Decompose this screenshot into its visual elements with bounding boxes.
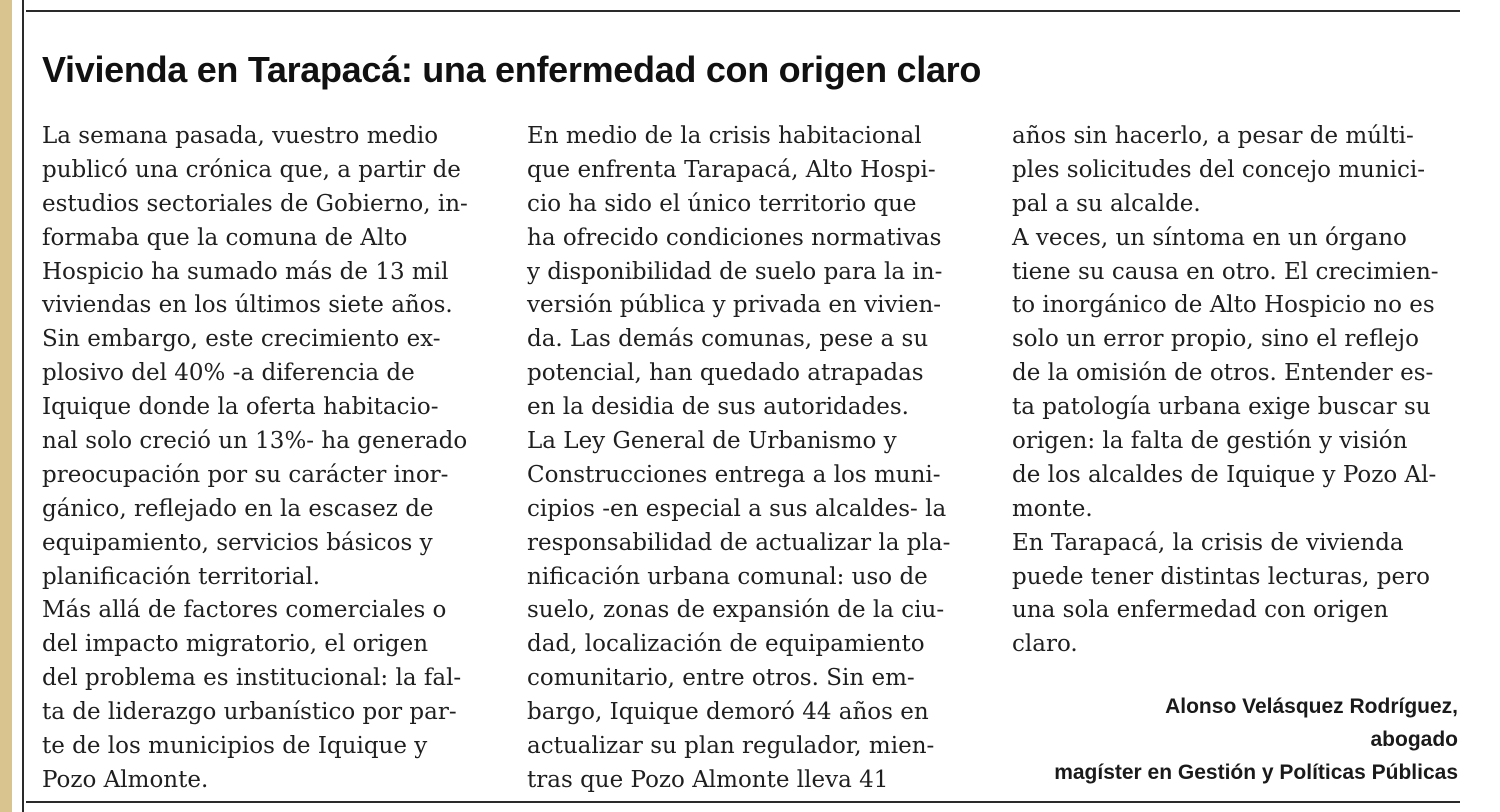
text-line: en la desidia de sus autoridades. bbox=[527, 394, 909, 421]
author-role: abogado bbox=[1370, 728, 1458, 751]
text-line: bargo, Iquique demoró 44 años en bbox=[527, 699, 929, 726]
text-line: ta patología urbana exige buscar su bbox=[1012, 394, 1431, 421]
text-line: de los alcaldes de Iquique y Pozo Al- bbox=[1012, 461, 1437, 488]
text-line: cio ha sido el único territorio que bbox=[527, 190, 917, 217]
text-line: Construcciones entrega a los muni- bbox=[527, 461, 941, 488]
text-line: Iquique donde la oferta habitacio- bbox=[42, 394, 439, 421]
text-line: años sin hacerlo, a pesar de múlti- bbox=[1012, 123, 1414, 149]
text-line: A veces, un síntoma en un órgano bbox=[1012, 224, 1407, 251]
left-border-rule bbox=[22, 0, 24, 812]
text-line: Hospicio ha sumado más de 13 mil bbox=[42, 258, 449, 285]
text-line: nal solo creció un 13%- ha generado bbox=[42, 428, 468, 455]
text-line: tiene su causa en otro. El crecimien- bbox=[1012, 258, 1439, 285]
text-line: ples solicitudes del concejo munici- bbox=[1012, 156, 1426, 183]
author-name: Alonso Velásquez Rodríguez, bbox=[1165, 695, 1458, 718]
text-line: suelo, zonas de expansión de la ciu- bbox=[527, 597, 945, 624]
text-line: y disponibilidad de suelo para la in- bbox=[527, 258, 943, 285]
text-line: nificación urbana comunal: uso de bbox=[527, 563, 928, 590]
text-line: potencial, han quedado atrapadas bbox=[527, 360, 924, 387]
text-line: del impacto migratorio, el origen bbox=[42, 631, 429, 658]
author-degree: magíster en Gestión y Políticas Públicas bbox=[1054, 761, 1458, 784]
text-line: cipios -en especial a sus alcaldes- la bbox=[527, 495, 947, 522]
text-line: La semana pasada, vuestro medio bbox=[42, 123, 439, 149]
text-line: actualizar su plan regulador, mien- bbox=[527, 733, 935, 760]
text-line: Pozo Almonte. bbox=[42, 766, 209, 793]
text-line: claro. bbox=[1012, 631, 1078, 658]
text-line: viviendas en los últimos siete años. bbox=[42, 292, 453, 319]
text-line: comunitario, entre otros. Sin em- bbox=[527, 665, 915, 692]
article-headline: Vivienda en Tarapacá: una enfermedad con origen claro bbox=[42, 49, 982, 90]
author-signature bbox=[1054, 690, 1458, 789]
article-column-1 bbox=[42, 120, 482, 798]
text-line: de la omisión de otros. Entender es- bbox=[1012, 360, 1434, 387]
text-line: tras que Pozo Almonte lleva 41 bbox=[527, 766, 889, 793]
text-line: responsabilidad de actualizar la pla- bbox=[527, 529, 951, 556]
article-column-3 bbox=[1012, 120, 1442, 662]
text-line: publicó una crónica que, a partir de bbox=[42, 156, 461, 183]
text-line: solo un error propio, sino el reflejo bbox=[1012, 326, 1419, 353]
text-line: gánico, reflejado en la escasez de bbox=[42, 495, 434, 522]
text-line: plosivo del 40% -a diferencia de bbox=[42, 360, 415, 387]
text-line: En Tarapacá, la crisis de vivienda bbox=[1012, 529, 1404, 556]
text-line: pal a su alcalde. bbox=[1012, 190, 1201, 217]
text-line: monte. bbox=[1012, 495, 1093, 522]
text-line: to inorgánico de Alto Hospicio no es bbox=[1012, 292, 1435, 319]
text-line: La Ley General de Urbanismo y bbox=[527, 428, 897, 455]
text-line: del problema es institucional: la fal- bbox=[42, 665, 462, 692]
text-line: Más allá de factores comerciales o bbox=[42, 597, 447, 624]
text-line: estudios sectoriales de Gobierno, in- bbox=[42, 190, 468, 217]
text-line: dad, localización de equipamiento bbox=[527, 631, 925, 658]
text-line: equipamiento, servicios básicos y bbox=[42, 529, 433, 556]
text-line: puede tener distintas lecturas, pero bbox=[1012, 563, 1430, 590]
text-line: te de los municipios de Iquique y bbox=[42, 733, 428, 760]
text-line: formaba que la comuna de Alto bbox=[42, 224, 408, 251]
text-line: origen: la falta de gestión y visión bbox=[1012, 428, 1408, 455]
text-line: preocupación por su carácter inor- bbox=[42, 461, 449, 488]
article-column-2 bbox=[527, 120, 982, 798]
bottom-divider-rule bbox=[26, 801, 1460, 803]
top-divider-rule bbox=[26, 10, 1460, 12]
text-line: En medio de la crisis habitacional bbox=[527, 123, 922, 149]
text-line: una sola enfermedad con origen bbox=[1012, 597, 1389, 624]
text-line: versión pública y privada en vivien- bbox=[527, 292, 942, 319]
text-line: que enfrenta Tarapacá, Alto Hospi- bbox=[527, 156, 936, 183]
text-line: ta de liderazgo urbanístico por par- bbox=[42, 699, 457, 726]
page-edge-strip bbox=[0, 0, 12, 812]
text-line: ha ofrecido condiciones normativas bbox=[527, 224, 942, 251]
text-line: Sin embargo, este crecimiento ex- bbox=[42, 326, 441, 353]
text-line: da. Las demás comunas, pese a su bbox=[527, 326, 929, 353]
text-line: planificación territorial. bbox=[42, 563, 321, 590]
